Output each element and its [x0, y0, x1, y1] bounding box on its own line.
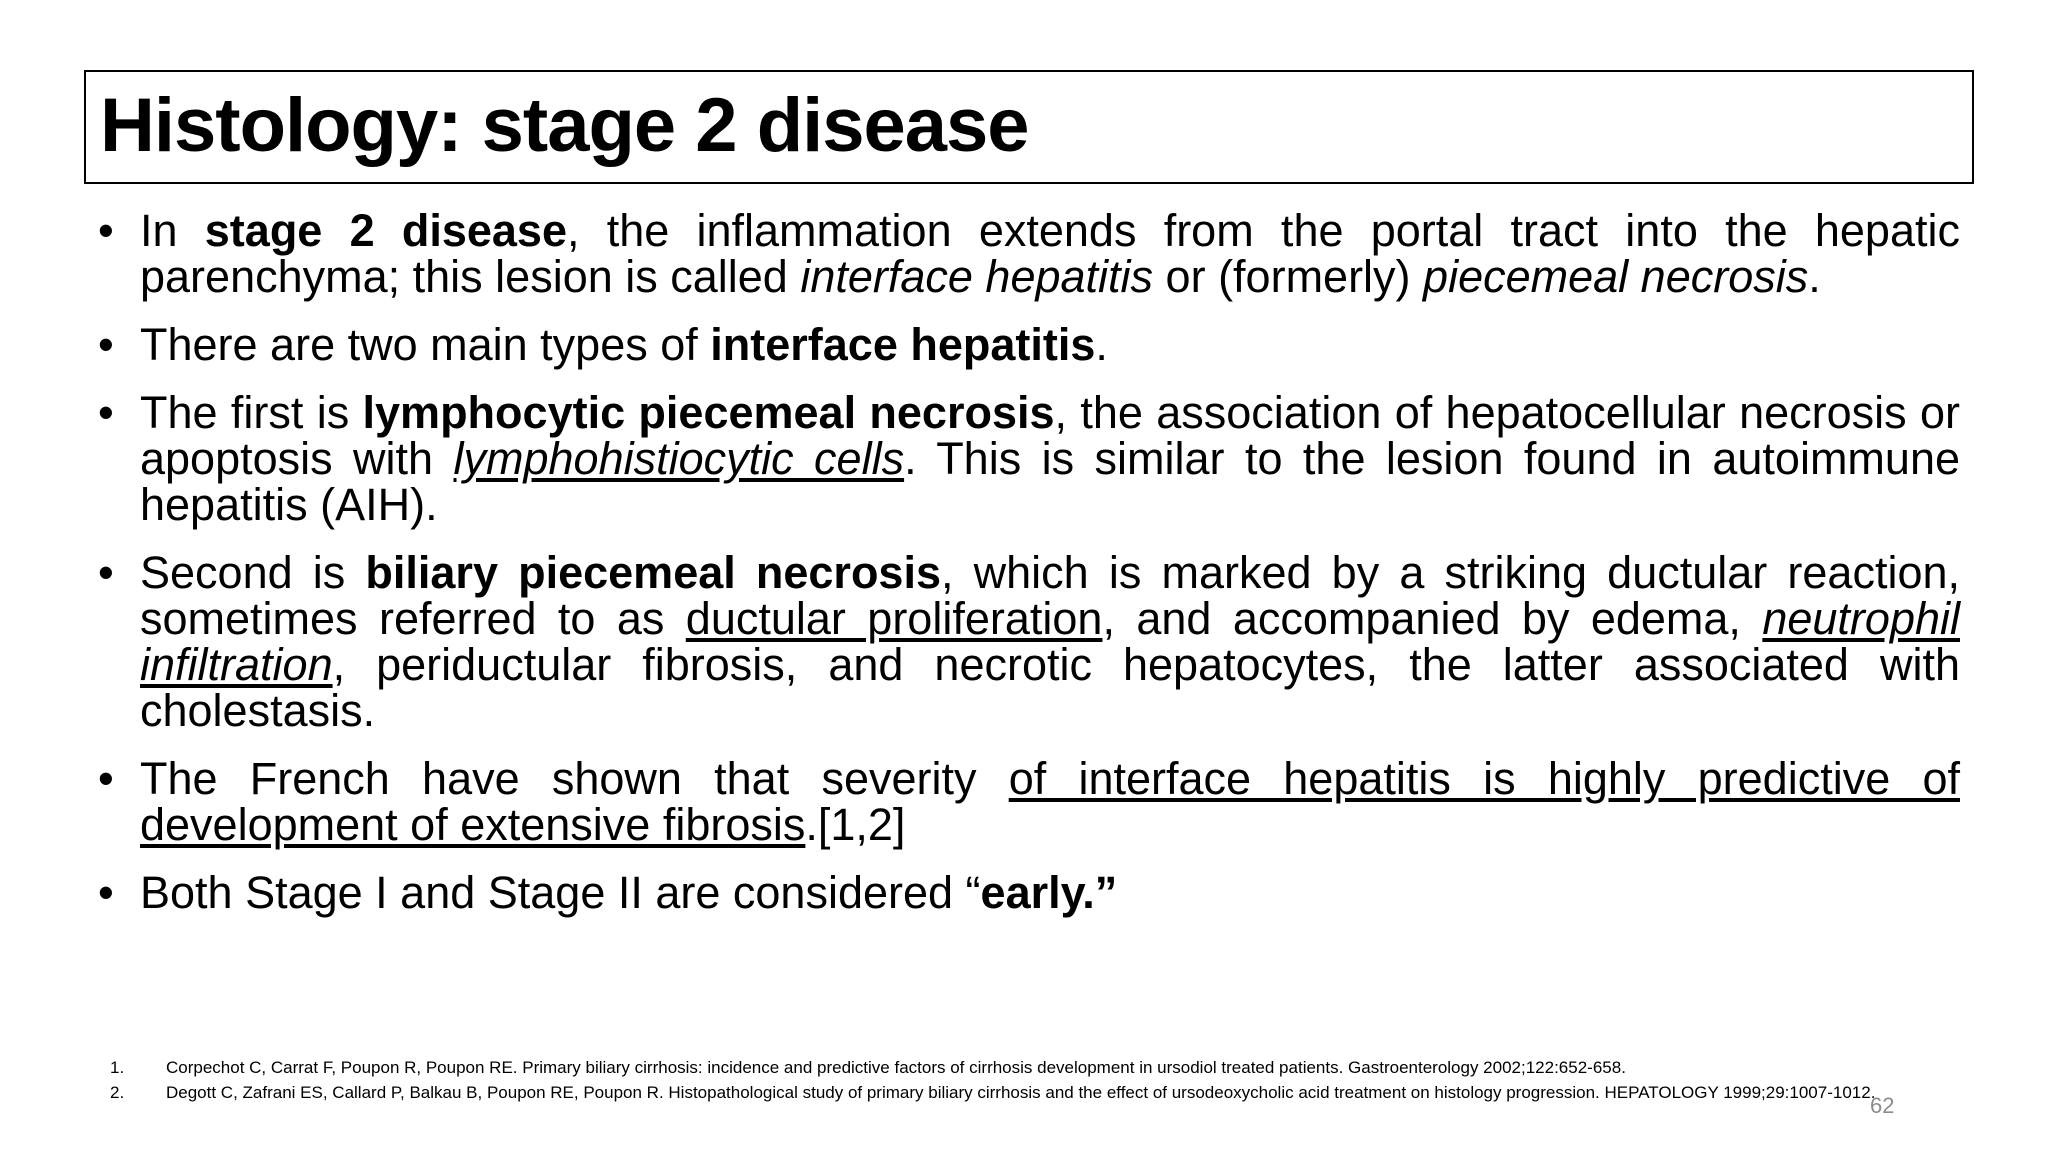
- bullet-text-segment: The French have shown that severity: [140, 753, 1009, 804]
- citation: .[1,2]: [805, 799, 906, 850]
- bullet-lymphocytic: [98, 387, 1961, 530]
- bullet-text-segment: Second is: [140, 547, 366, 598]
- bold-term: stage 2 disease: [204, 205, 567, 256]
- bullet-text-segment: , periductular fibrosis, and necrotic hepatocytes, the latter associated with cholestasis.: [140, 639, 1960, 736]
- bullet-text: [140, 753, 1960, 850]
- bullet-text-segment: .: [1808, 251, 1821, 302]
- bullet-text-segment: The first is: [140, 387, 363, 438]
- slide-number: 62: [1870, 1093, 1895, 1118]
- underlined-term: of interface hepatitis is highly predictive of development of extensive fibrosis: [140, 753, 1960, 850]
- bullet-text-segment: or (formerly): [1153, 251, 1424, 302]
- bullet-marker: •: [98, 205, 114, 256]
- bullet-text-segment: There are two main types of: [140, 319, 711, 370]
- bold-term: biliary piecemeal necrosis: [365, 547, 941, 598]
- reference-list: [110, 1055, 1940, 1105]
- bullet-stage-2-definition: [98, 205, 1960, 302]
- bullet-two-types: [98, 319, 1960, 370]
- bullet-text: [140, 547, 1960, 736]
- bullet-marker: •: [98, 547, 114, 598]
- reference-text: Degott C, Zafrani ES, Callard P, Balkau B, Poupon RE, Poupon R. Histopathological study of primary biliary cirrhosis and the effect of ursodeoxycholic acid treatment on histology progression. HEPATOLOGY 1999;29:1007-1012.: [166, 1083, 1876, 1102]
- bullet-text-segment: .: [1095, 319, 1108, 370]
- italic-underlined-term: lymphohistiocytic cells: [453, 433, 905, 484]
- bullet-marker: •: [98, 867, 114, 918]
- bold-term: interface hepatitis: [710, 319, 1096, 370]
- bullet-text-segment: Both Stage I and Stage II are considered “: [140, 867, 981, 918]
- bullet-marker: •: [98, 753, 114, 804]
- bullet-marker: •: [98, 319, 114, 370]
- italic-term: interface hepatitis: [800, 251, 1154, 302]
- bold-term: lymphocytic piecemeal necrosis: [362, 387, 1055, 438]
- bullet-french-study: [98, 753, 1960, 850]
- bullet-text-segment: In: [140, 205, 205, 256]
- reference-number: 1.: [110, 1058, 125, 1077]
- reference-text: Corpechot C, Carrat F, Poupon R, Poupon RE. Primary biliary cirrhosis: incidence and predictive factors of cirrhosis development in ursodiol treated patients. Gastroenterology 2002;122:652-658.: [166, 1058, 1626, 1077]
- bullet-text-segment: , and accompanied by edema,: [1102, 593, 1763, 644]
- bullet-biliary: [98, 547, 1961, 736]
- bullet-text-segment: . This is similar to the lesion found in autoimmune hepatitis (AIH).: [140, 433, 1961, 530]
- bullet-text: [140, 387, 1960, 530]
- reference-item: [110, 1080, 1940, 1105]
- title-box: [84, 70, 1974, 184]
- reference-item: [110, 1055, 1940, 1080]
- italic-term: piecemeal necrosis: [1423, 251, 1809, 302]
- bullet-text: [140, 205, 1960, 302]
- bullet-text: [140, 867, 1117, 918]
- underlined-term: ductular proliferation: [685, 593, 1103, 644]
- bold-term: early.”: [980, 867, 1118, 918]
- reference-number: 2.: [110, 1083, 125, 1102]
- bullet-marker: •: [98, 387, 114, 438]
- bullet-early-stages: [98, 867, 1960, 918]
- bullet-list: [98, 205, 1961, 938]
- slide-title: Histology: stage 2 disease: [100, 83, 1029, 168]
- bullet-text: [140, 319, 1108, 370]
- italic-underlined-term: neutrophil infiltration: [140, 593, 1960, 690]
- bullet-text-segment: , the inflammation extends from the portal tract into the hepatic parenchyma; this lesion is called: [140, 205, 1960, 302]
- bullet-text-segment: , the association of hepatocellular necrosis or apoptosis with: [140, 387, 1960, 484]
- bullet-text-segment: , which is marked by a striking ductular reaction, sometimes referred to as: [140, 547, 1961, 644]
